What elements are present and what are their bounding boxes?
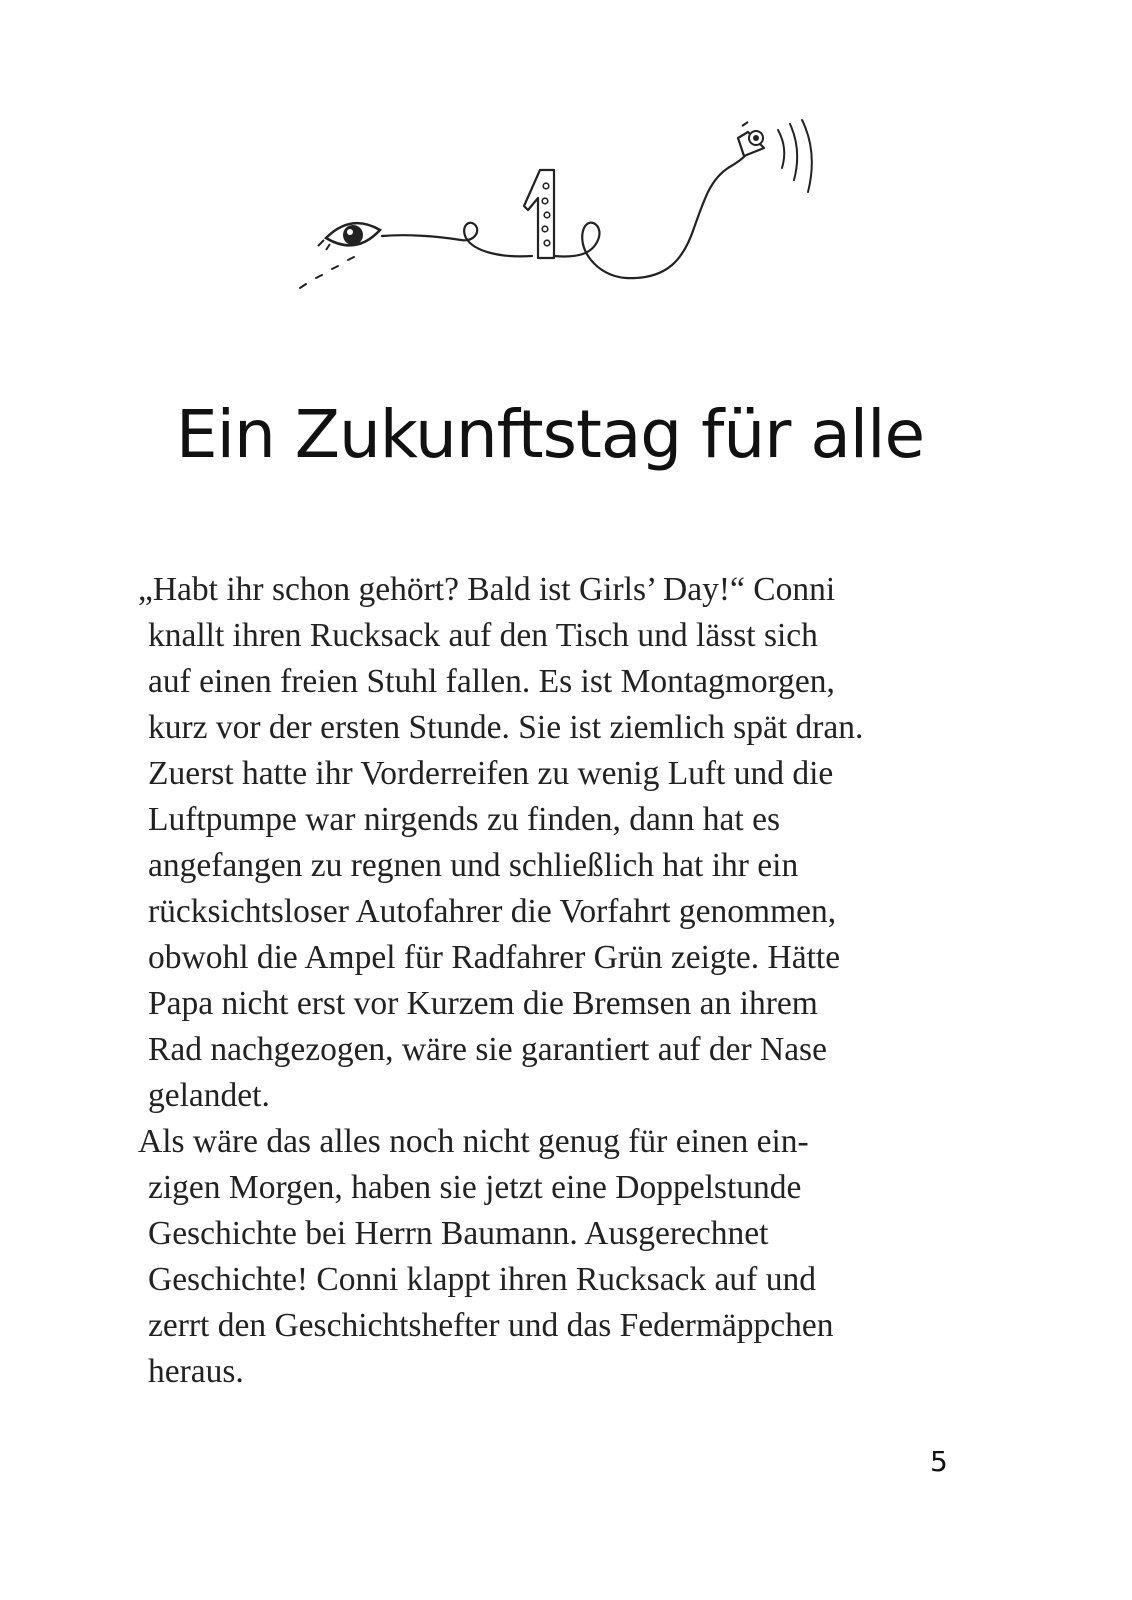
- body-line: rücksichtsloser Autofahrer die Vorfahrt genommen,: [148, 893, 837, 930]
- body-line: Papa nicht erst vor Kurzem die Bremsen an ihrem: [148, 985, 818, 1022]
- eye-icon: [318, 223, 380, 250]
- body-line: „Habt ihr schon gehört? Bald ist Girls’ Day!“ Conni: [138, 571, 836, 608]
- body-line: Luftpumpe war nirgends zu finden, dann hat es: [148, 801, 780, 838]
- body-line: obwohl die Ampel für Radfahrer Grün zeigte. Hätte: [148, 939, 841, 976]
- body-line: zigen Morgen, haben sie jetzt eine Doppelstunde: [148, 1169, 802, 1206]
- body-line: gelandet.: [148, 1077, 270, 1114]
- body-line: Geschichte! Conni klappt ihren Rucksack auf und: [148, 1261, 816, 1298]
- body-line: Rad nachgezogen, wäre sie garantiert auf der Nase: [148, 1031, 827, 1068]
- body-line: Als wäre das alles noch nicht genug für einen ein-: [138, 1123, 809, 1160]
- chapter-body: [138, 567, 968, 1395]
- body-line: angefangen zu regnen und schließlich hat ihr ein: [148, 847, 799, 884]
- page-number: 5: [930, 1445, 948, 1478]
- chapter-one-doodle-icon: [296, 108, 836, 308]
- bell-icon: [738, 120, 812, 192]
- chapter-title: Ein Zukunftstag für alle: [175, 396, 925, 473]
- body-line: Zuerst hatte ihr Vorderreifen zu wenig Luft und die: [148, 755, 834, 792]
- body-line: zerrt den Geschichtshefter und das Federmäppchen: [148, 1307, 834, 1344]
- body-line: Geschichte bei Herrn Baumann. Ausgerechnet: [148, 1215, 769, 1252]
- body-line: auf einen freien Stuhl fallen. Es ist Montagmorgen,: [148, 663, 835, 700]
- body-line: knallt ihren Rucksack auf den Tisch und lässt sich: [148, 617, 818, 654]
- body-line: heraus.: [148, 1353, 244, 1390]
- body-line: kurz vor der ersten Stunde. Sie ist ziemlich spät dran.: [148, 709, 864, 746]
- numeral-one-icon: [524, 170, 554, 258]
